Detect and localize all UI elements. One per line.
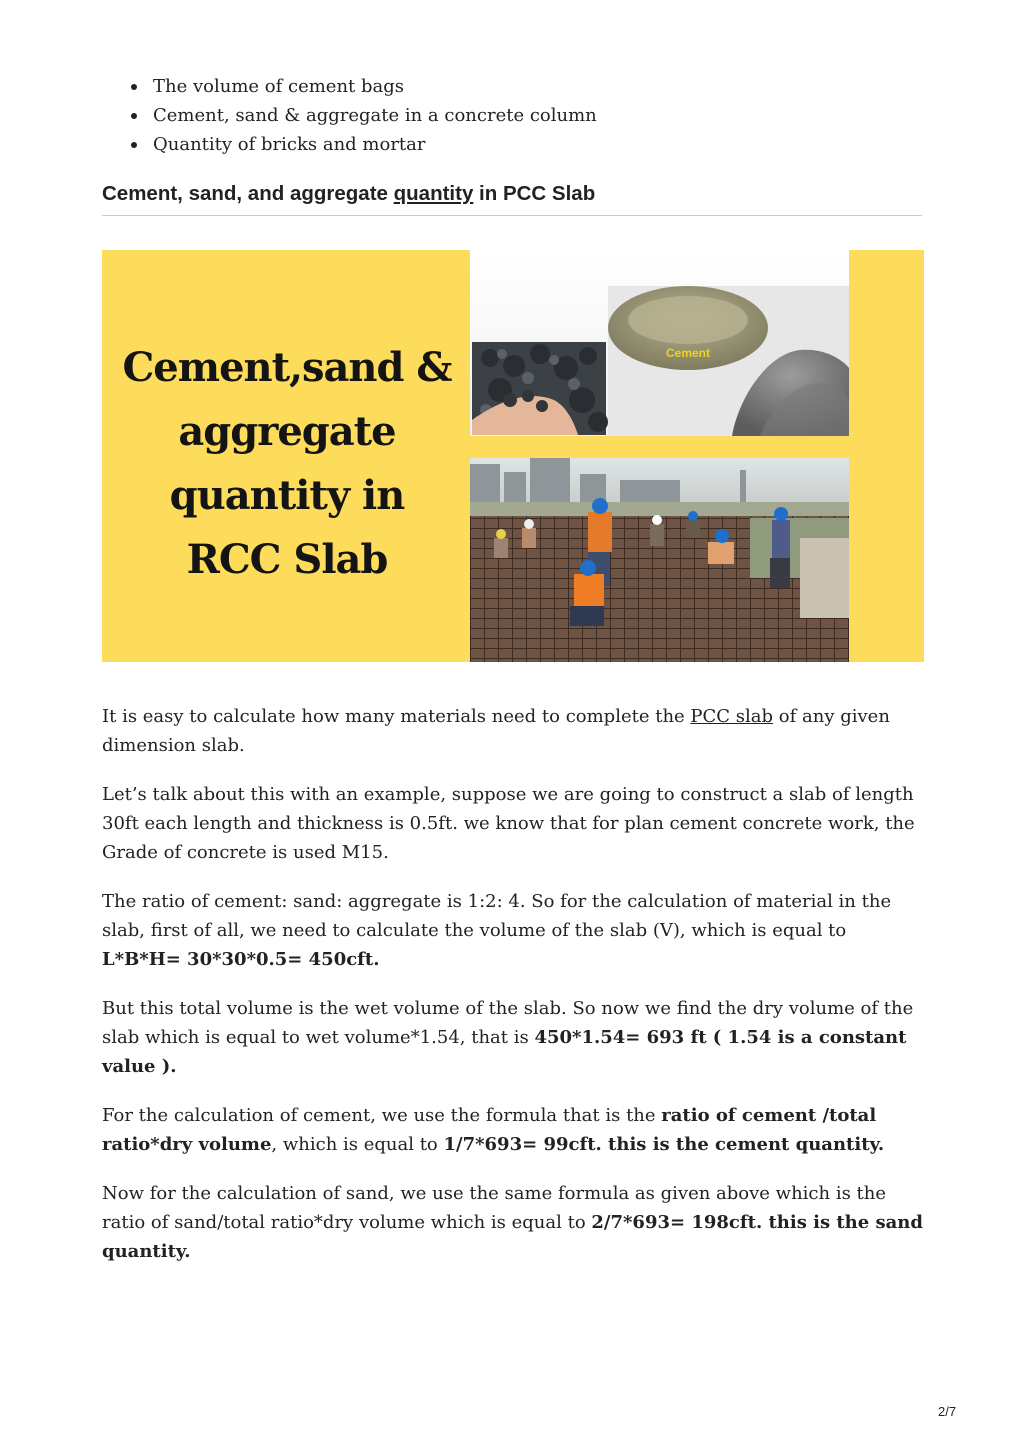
pcc-slab-link[interactable]: PCC slab [690,706,774,727]
sand-quantity-result: 2/7*693= 198cft. this is the sand quantity. [102,1212,923,1262]
paragraph [102,994,924,1081]
banner-title-line: quantity in [169,472,405,519]
quantity-link[interactable]: quantity [393,182,474,205]
banner-title-line: RCC Slab [186,536,388,583]
paragraph-text: But this total volume is the wet volume of the slab. So now we find the dry volume of the slab which is equal to wet volume*1.54, that is [102,998,914,1048]
list-item: The volume of cement bags [102,72,597,101]
list-item: Cement, sand & aggregate in a concrete column [102,101,597,130]
article-banner-image [102,250,924,662]
paragraph-text: It is easy to calculate how many materials need to complete the [102,706,691,727]
cement-label: Cement [666,346,711,360]
paragraph [102,1101,924,1159]
paragraph: Let’s talk about this with an example, suppose we are going to construct a slab of length 30ft each length and thickness is 0.5ft. we know that for plan cement concrete work, the Grade of concrete is used M15. [102,784,915,863]
aggregate-cement-photo [470,250,849,436]
paragraph [102,887,924,974]
paragraph-text: The ratio of cement: sand: aggregate is 1:2: 4. So for the calculation of material in the slab, first of all, we need to calculate the volume of the slab (V), which is equal to [102,891,892,941]
cement-quantity-result: 1/7*693= 99cft. this is the cement quantity. [443,1134,885,1155]
paragraph-text: For the calculation of cement, we use the formula that is the [102,1105,662,1126]
page-number: 2/7 [938,1404,957,1419]
rcc-slab-workers-photo [470,458,849,662]
heading-text-end: in PCC Slab [473,182,596,205]
cement-formula: ratio of cement /total ratio*dry volume [102,1105,877,1155]
related-topics-list [102,72,597,159]
paragraph-text: of any given dimension slab. [102,706,890,756]
banner-title-line: Cement,sand & [122,344,452,391]
dry-volume-formula: 450*1.54= 693 ft ( 1.54 is a constant value ). [102,1027,907,1077]
article-body [102,702,924,1286]
banner-title-line: aggregate [178,408,396,455]
slab-volume-formula: L*B*H= 30*30*0.5= 450cft. [102,949,380,970]
paragraph [102,1179,924,1266]
paragraph-text: , which is equal to [271,1134,444,1155]
paragraph-text: Now for the calculation of sand, we use the same formula as given above which is the ratio of sand/total ratio*dry volume which is equal to [102,1183,887,1233]
section-heading [102,182,922,216]
heading-text-start: Cement, sand, and aggregate [102,182,394,205]
list-item: Quantity of bricks and mortar [102,130,597,159]
paragraph [102,702,924,760]
banner-title [102,336,472,592]
